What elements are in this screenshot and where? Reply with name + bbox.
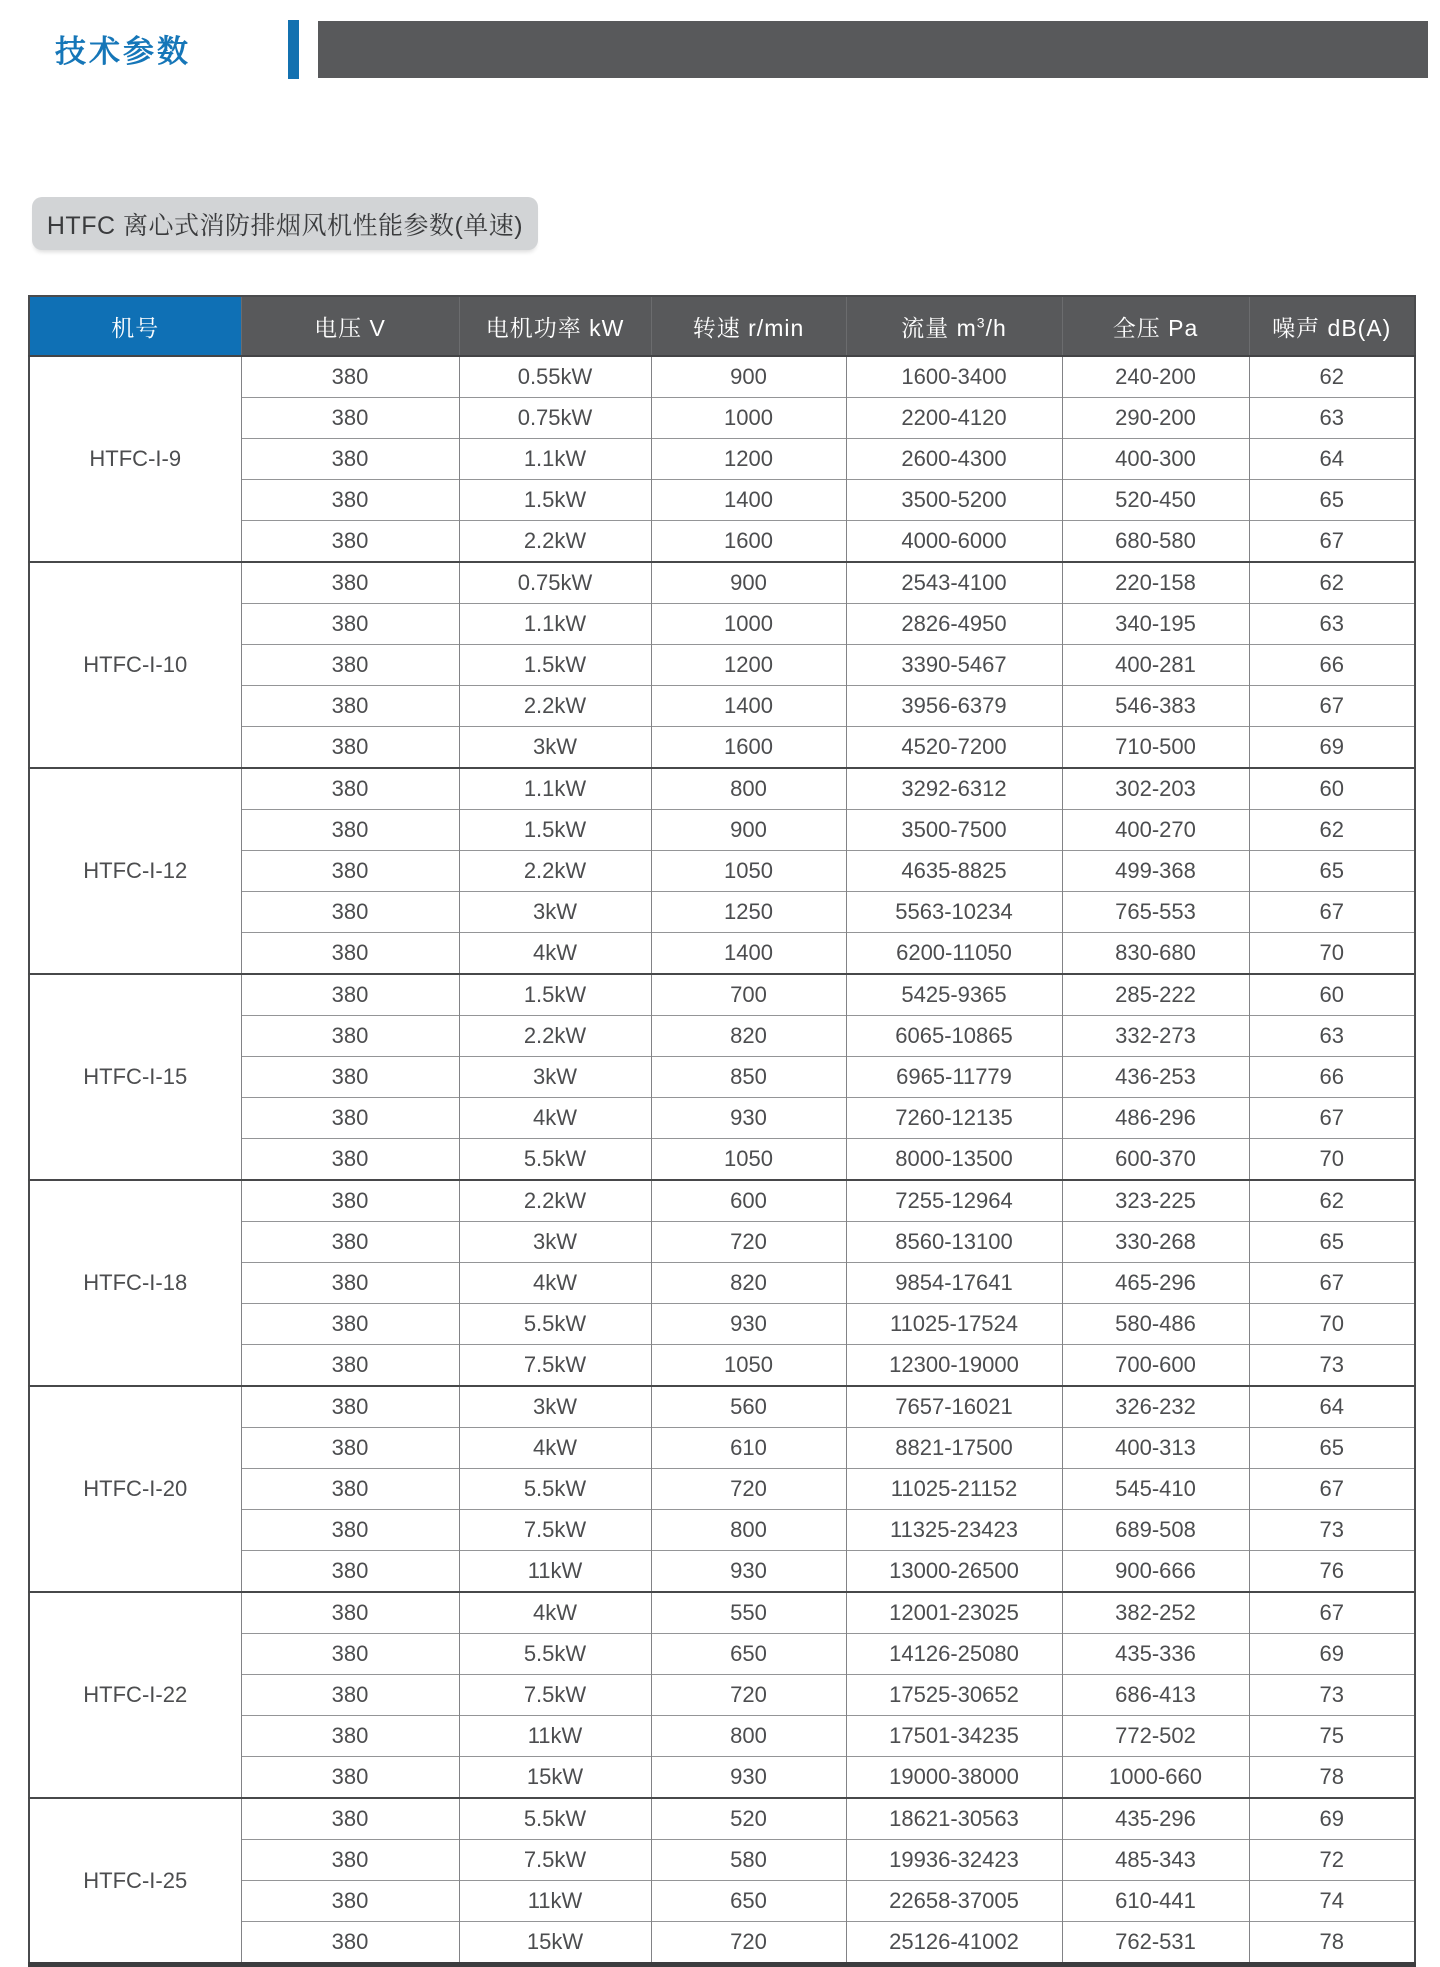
table-row	[29, 1386, 1415, 1428]
data-cell: 12001-23025	[846, 1592, 1062, 1634]
data-cell: 1400	[651, 480, 846, 521]
data-cell: 2.2kW	[459, 686, 651, 727]
data-cell: 4kW	[459, 1098, 651, 1139]
data-cell: 380	[241, 1922, 459, 1965]
data-cell: 380	[241, 1345, 459, 1387]
model-cell: HTFC-I-25	[29, 1798, 241, 1965]
data-cell: 5.5kW	[459, 1469, 651, 1510]
data-cell: 545-410	[1062, 1469, 1249, 1510]
data-cell: 380	[241, 1222, 459, 1263]
data-cell: 380	[241, 645, 459, 686]
data-cell: 3390-5467	[846, 645, 1062, 686]
data-cell: 7.5kW	[459, 1345, 651, 1387]
table-body	[29, 356, 1415, 1965]
data-cell: 4kW	[459, 933, 651, 975]
table-row	[29, 1180, 1415, 1222]
data-cell: 63	[1249, 604, 1415, 645]
data-cell: 380	[241, 1881, 459, 1922]
table-row	[29, 974, 1415, 1016]
data-cell: 2543-4100	[846, 562, 1062, 604]
data-cell: 1.5kW	[459, 810, 651, 851]
model-cell: HTFC-I-12	[29, 768, 241, 974]
data-cell: 290-200	[1062, 398, 1249, 439]
data-cell: 7255-12964	[846, 1180, 1062, 1222]
data-cell: 720	[651, 1675, 846, 1716]
data-cell: 380	[241, 810, 459, 851]
data-cell: 380	[241, 1469, 459, 1510]
data-cell: 686-413	[1062, 1675, 1249, 1716]
model-cell: HTFC-I-22	[29, 1592, 241, 1798]
data-cell: 380	[241, 1180, 459, 1222]
data-cell: 930	[651, 1098, 846, 1139]
data-cell: 1050	[651, 851, 846, 892]
data-cell: 73	[1249, 1675, 1415, 1716]
data-cell: 220-158	[1062, 562, 1249, 604]
data-cell: 580	[651, 1840, 846, 1881]
data-cell: 11kW	[459, 1716, 651, 1757]
data-cell: 689-508	[1062, 1510, 1249, 1551]
data-cell: 69	[1249, 1798, 1415, 1840]
data-cell: 800	[651, 1716, 846, 1757]
data-cell: 400-281	[1062, 645, 1249, 686]
data-cell: 1600	[651, 521, 846, 563]
title-band	[318, 21, 1428, 78]
data-cell: 380	[241, 1057, 459, 1098]
data-cell: 19936-32423	[846, 1840, 1062, 1881]
data-cell: 2.2kW	[459, 1016, 651, 1057]
data-cell: 1000-660	[1062, 1757, 1249, 1799]
data-cell: 6965-11779	[846, 1057, 1062, 1098]
data-cell: 65	[1249, 1222, 1415, 1263]
data-cell: 380	[241, 356, 459, 398]
data-cell: 820	[651, 1263, 846, 1304]
section-pill-label: HTFC 离心式消防排烟风机性能参数(单速)	[46, 211, 524, 240]
data-cell: 1050	[651, 1139, 846, 1181]
data-cell: 900-666	[1062, 1551, 1249, 1593]
data-cell: 380	[241, 1428, 459, 1469]
data-cell: 380	[241, 398, 459, 439]
data-cell: 3292-6312	[846, 768, 1062, 810]
table-row	[29, 1798, 1415, 1840]
data-cell: 5563-10234	[846, 892, 1062, 933]
data-cell: 4520-7200	[846, 727, 1062, 769]
page-title: 技术参数	[55, 34, 191, 69]
title-accent-bar	[288, 20, 299, 79]
data-cell: 650	[651, 1634, 846, 1675]
data-cell: 69	[1249, 1634, 1415, 1675]
data-cell: 850	[651, 1057, 846, 1098]
data-cell: 2826-4950	[846, 604, 1062, 645]
data-cell: 70	[1249, 1139, 1415, 1181]
data-cell: 19000-38000	[846, 1757, 1062, 1799]
data-cell: 710-500	[1062, 727, 1249, 769]
data-cell: 485-343	[1062, 1840, 1249, 1881]
data-cell: 680-580	[1062, 521, 1249, 563]
column-header: 转速 r/min	[651, 296, 846, 356]
data-cell: 4000-6000	[846, 521, 1062, 563]
data-cell: 2.2kW	[459, 521, 651, 563]
data-cell: 1050	[651, 1345, 846, 1387]
data-cell: 67	[1249, 521, 1415, 563]
data-cell: 11kW	[459, 1881, 651, 1922]
data-cell: 820	[651, 1016, 846, 1057]
data-cell: 11kW	[459, 1551, 651, 1593]
data-cell: 900	[651, 356, 846, 398]
data-cell: 5.5kW	[459, 1139, 651, 1181]
model-cell: HTFC-I-20	[29, 1386, 241, 1592]
data-cell: 772-502	[1062, 1716, 1249, 1757]
data-cell: 380	[241, 439, 459, 480]
data-cell: 3500-7500	[846, 810, 1062, 851]
data-cell: 400-270	[1062, 810, 1249, 851]
data-cell: 0.75kW	[459, 562, 651, 604]
data-cell: 64	[1249, 439, 1415, 480]
data-cell: 380	[241, 604, 459, 645]
data-cell: 7.5kW	[459, 1840, 651, 1881]
data-cell: 800	[651, 1510, 846, 1551]
data-cell: 1.1kW	[459, 604, 651, 645]
data-cell: 62	[1249, 810, 1415, 851]
data-cell: 380	[241, 1304, 459, 1345]
data-cell: 380	[241, 1634, 459, 1675]
data-cell: 13000-26500	[846, 1551, 1062, 1593]
data-cell: 1.5kW	[459, 974, 651, 1016]
data-cell: 380	[241, 1798, 459, 1840]
data-cell: 930	[651, 1304, 846, 1345]
data-cell: 8821-17500	[846, 1428, 1062, 1469]
data-cell: 650	[651, 1881, 846, 1922]
data-cell: 465-296	[1062, 1263, 1249, 1304]
column-header: 机号	[29, 296, 241, 356]
data-cell: 1000	[651, 398, 846, 439]
model-cell: HTFC-I-10	[29, 562, 241, 768]
data-cell: 380	[241, 1551, 459, 1593]
data-cell: 1200	[651, 439, 846, 480]
data-cell: 62	[1249, 1180, 1415, 1222]
data-cell: 0.75kW	[459, 398, 651, 439]
data-cell: 5.5kW	[459, 1634, 651, 1675]
data-cell: 4kW	[459, 1428, 651, 1469]
table-row	[29, 1592, 1415, 1634]
data-cell: 900	[651, 810, 846, 851]
data-cell: 435-336	[1062, 1634, 1249, 1675]
table-row	[29, 562, 1415, 604]
data-cell: 22658-37005	[846, 1881, 1062, 1922]
data-cell: 380	[241, 1386, 459, 1428]
data-cell: 6065-10865	[846, 1016, 1062, 1057]
data-cell: 7.5kW	[459, 1675, 651, 1716]
data-cell: 11025-21152	[846, 1469, 1062, 1510]
data-cell: 14126-25080	[846, 1634, 1062, 1675]
data-cell: 64	[1249, 1386, 1415, 1428]
data-cell: 3956-6379	[846, 686, 1062, 727]
data-cell: 1000	[651, 604, 846, 645]
data-cell: 930	[651, 1757, 846, 1799]
data-cell: 3kW	[459, 1222, 651, 1263]
data-cell: 380	[241, 521, 459, 563]
data-cell: 8560-13100	[846, 1222, 1062, 1263]
data-cell: 15kW	[459, 1757, 651, 1799]
data-cell: 1.1kW	[459, 768, 651, 810]
data-cell: 67	[1249, 1098, 1415, 1139]
data-cell: 436-253	[1062, 1057, 1249, 1098]
data-cell: 2.2kW	[459, 1180, 651, 1222]
data-cell: 60	[1249, 974, 1415, 1016]
data-cell: 720	[651, 1222, 846, 1263]
data-cell: 66	[1249, 645, 1415, 686]
data-cell: 5425-9365	[846, 974, 1062, 1016]
data-cell: 285-222	[1062, 974, 1249, 1016]
data-cell: 332-273	[1062, 1016, 1249, 1057]
data-cell: 600-370	[1062, 1139, 1249, 1181]
data-cell: 18621-30563	[846, 1798, 1062, 1840]
data-cell: 11325-23423	[846, 1510, 1062, 1551]
data-cell: 380	[241, 1757, 459, 1799]
data-cell: 762-531	[1062, 1922, 1249, 1965]
data-cell: 380	[241, 1098, 459, 1139]
data-cell: 5.5kW	[459, 1304, 651, 1345]
data-cell: 380	[241, 1592, 459, 1634]
data-cell: 78	[1249, 1922, 1415, 1965]
data-cell: 11025-17524	[846, 1304, 1062, 1345]
column-header: 流量 $m^3/h$	[846, 296, 1062, 356]
data-cell: 610	[651, 1428, 846, 1469]
data-cell: 73	[1249, 1510, 1415, 1551]
data-cell: 73	[1249, 1345, 1415, 1387]
section-pill	[32, 197, 538, 250]
data-cell: 499-368	[1062, 851, 1249, 892]
data-cell: 380	[241, 1840, 459, 1881]
model-cell: HTFC-I-18	[29, 1180, 241, 1386]
data-cell: 380	[241, 686, 459, 727]
column-header: 噪声 dB(A)	[1249, 296, 1415, 356]
data-cell: 486-296	[1062, 1098, 1249, 1139]
data-cell: 69	[1249, 727, 1415, 769]
data-cell: 67	[1249, 1469, 1415, 1510]
data-cell: 74	[1249, 1881, 1415, 1922]
data-cell: 70	[1249, 933, 1415, 975]
model-cell: HTFC-I-9	[29, 356, 241, 562]
data-cell: 340-195	[1062, 604, 1249, 645]
data-cell: 380	[241, 933, 459, 975]
data-cell: 600	[651, 1180, 846, 1222]
data-cell: 380	[241, 1139, 459, 1181]
data-cell: 520	[651, 1798, 846, 1840]
data-cell: 67	[1249, 686, 1415, 727]
data-cell: 72	[1249, 1840, 1415, 1881]
data-cell: 63	[1249, 398, 1415, 439]
data-cell: 800	[651, 768, 846, 810]
data-cell: 62	[1249, 562, 1415, 604]
data-cell: 63	[1249, 1016, 1415, 1057]
data-cell: 380	[241, 1716, 459, 1757]
data-cell: 380	[241, 1675, 459, 1716]
data-cell: 380	[241, 851, 459, 892]
column-header: 全压 Pa	[1062, 296, 1249, 356]
data-cell: 7657-16021	[846, 1386, 1062, 1428]
data-cell: 400-313	[1062, 1428, 1249, 1469]
data-cell: 4kW	[459, 1263, 651, 1304]
data-cell: 720	[651, 1469, 846, 1510]
data-cell: 70	[1249, 1304, 1415, 1345]
column-header: 电机功率 kW	[459, 296, 651, 356]
table-row	[29, 768, 1415, 810]
data-cell: 65	[1249, 480, 1415, 521]
data-cell: 67	[1249, 1592, 1415, 1634]
data-cell: 323-225	[1062, 1180, 1249, 1222]
data-cell: 520-450	[1062, 480, 1249, 521]
data-cell: 1400	[651, 933, 846, 975]
column-header: 电压 V	[241, 296, 459, 356]
data-cell: 1600-3400	[846, 356, 1062, 398]
data-cell: 8000-13500	[846, 1139, 1062, 1181]
data-cell: 302-203	[1062, 768, 1249, 810]
data-cell: 15kW	[459, 1922, 651, 1965]
data-cell: 1250	[651, 892, 846, 933]
data-cell: 65	[1249, 1428, 1415, 1469]
data-cell: 2200-4120	[846, 398, 1062, 439]
data-cell: 1600	[651, 727, 846, 769]
data-cell: 830-680	[1062, 933, 1249, 975]
data-cell: 0.55kW	[459, 356, 651, 398]
data-cell: 240-200	[1062, 356, 1249, 398]
data-cell: 67	[1249, 892, 1415, 933]
data-cell: 435-296	[1062, 1798, 1249, 1840]
data-cell: 765-553	[1062, 892, 1249, 933]
data-cell: 700	[651, 974, 846, 1016]
data-cell: 380	[241, 1016, 459, 1057]
data-cell: 2.2kW	[459, 851, 651, 892]
data-cell: 1400	[651, 686, 846, 727]
data-cell: 5.5kW	[459, 1798, 651, 1840]
data-cell: 3kW	[459, 1386, 651, 1428]
data-cell: 65	[1249, 851, 1415, 892]
table-header-row	[29, 296, 1415, 356]
data-cell: 380	[241, 480, 459, 521]
data-cell: 546-383	[1062, 686, 1249, 727]
data-cell: 4kW	[459, 1592, 651, 1634]
data-cell: 2600-4300	[846, 439, 1062, 480]
data-cell: 720	[651, 1922, 846, 1965]
data-cell: 326-232	[1062, 1386, 1249, 1428]
data-cell: 560	[651, 1386, 846, 1428]
data-cell: 62	[1249, 356, 1415, 398]
data-cell: 900	[651, 562, 846, 604]
data-cell: 3kW	[459, 892, 651, 933]
data-cell: 1.5kW	[459, 480, 651, 521]
data-cell: 610-441	[1062, 1881, 1249, 1922]
data-cell: 400-300	[1062, 439, 1249, 480]
model-cell: HTFC-I-15	[29, 974, 241, 1180]
data-cell: 67	[1249, 1263, 1415, 1304]
data-cell: 380	[241, 892, 459, 933]
data-cell: 25126-41002	[846, 1922, 1062, 1965]
data-cell: 60	[1249, 768, 1415, 810]
data-cell: 380	[241, 727, 459, 769]
data-cell: 700-600	[1062, 1345, 1249, 1387]
data-cell: 9854-17641	[846, 1263, 1062, 1304]
data-cell: 380	[241, 974, 459, 1016]
data-cell: 380	[241, 1263, 459, 1304]
data-cell: 17501-34235	[846, 1716, 1062, 1757]
data-cell: 930	[651, 1551, 846, 1593]
table-row	[29, 356, 1415, 398]
spec-table	[28, 295, 1416, 1967]
data-cell: 1200	[651, 645, 846, 686]
data-cell: 76	[1249, 1551, 1415, 1593]
data-cell: 17525-30652	[846, 1675, 1062, 1716]
data-cell: 4635-8825	[846, 851, 1062, 892]
data-cell: 75	[1249, 1716, 1415, 1757]
data-cell: 6200-11050	[846, 933, 1062, 975]
data-cell: 550	[651, 1592, 846, 1634]
data-cell: 3kW	[459, 1057, 651, 1098]
data-cell: 3500-5200	[846, 480, 1062, 521]
data-cell: 3kW	[459, 727, 651, 769]
data-cell: 330-268	[1062, 1222, 1249, 1263]
data-cell: 78	[1249, 1757, 1415, 1799]
data-cell: 1.1kW	[459, 439, 651, 480]
data-cell: 380	[241, 1510, 459, 1551]
data-cell: 7260-12135	[846, 1098, 1062, 1139]
data-cell: 1.5kW	[459, 645, 651, 686]
data-cell: 12300-19000	[846, 1345, 1062, 1387]
data-cell: 380	[241, 562, 459, 604]
data-cell: 580-486	[1062, 1304, 1249, 1345]
data-cell: 66	[1249, 1057, 1415, 1098]
data-cell: 382-252	[1062, 1592, 1249, 1634]
data-cell: 7.5kW	[459, 1510, 651, 1551]
data-cell: 380	[241, 768, 459, 810]
